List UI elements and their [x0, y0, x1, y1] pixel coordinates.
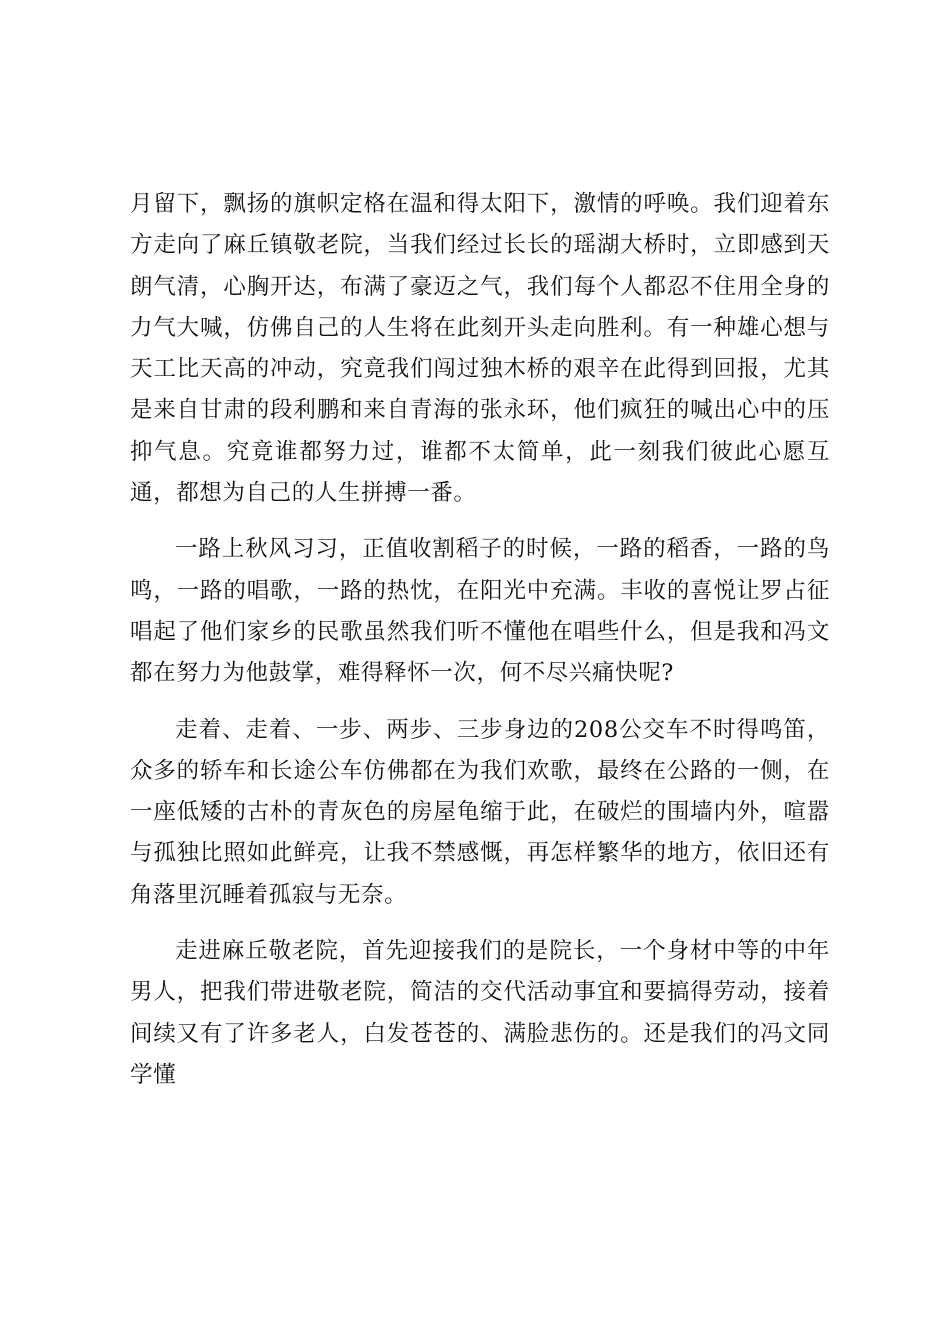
paragraph-2: 一路上秋风习习，正值收割稻子的时候，一路的稻香，一路的鸟鸣，一路的唱歌，一路的热忱，在阳光中充满。丰收的喜悦让罗占征唱起了他们家乡的民歌虽然我们听不懂他在唱些什么，但是我和冯文都在努力为他鼓掌，难得释怀一次，何不尽兴痛快呢?	[130, 536, 830, 687]
paragraph-1: 月留下，飘扬的旗帜定格在温和得太阳下，激情的呼唤。我们迎着东方走向了麻丘镇敬老院，当我们经过长长的瑶湖大桥时，立即感到天朗气清，心胸开达，布满了豪迈之气，我们每个人都忍不住用全身的力气大喊，仿佛自己的人生将在此刻开头走向胜利。有一种雄心想与天工比天高的冲动，究竟我们闯过独木桥的艰辛在此得到回报，尤其是来自甘肃的段利鹏和来自青海的张永环，他们疯狂的喊出心中的压抑气息。究竟谁都努力过，谁都不太简单，此一刻我们彼此心愿互通，都想为自己的人生拼搏一番。	[130, 191, 830, 507]
document-body	[130, 184, 830, 1111]
paragraph-4: 走进麻丘敬老院，首先迎接我们的是院长，一个身材中等的中年男人，把我们带进敬老院，简洁的交代活动事宜和要搞得劳动，接着间续又有了许多老人，白发苍苍的、满脸悲伤的。还是我们的冯文同学懂	[130, 938, 830, 1088]
paragraph-3: 走着、走着、一步、两步、三步身边的208公交车不时得鸣笛，众多的轿车和长途公车仿佛都在为我们欢歌，最终在公路的一侧，在一座低矮的古朴的青灰色的房屋龟缩于此，在破烂的围墙内外，喧嚣与孤独比照如此鲜亮，让我不禁感慨，再怎样繁华的地方，依旧还有角落里沉睡着孤寂与无奈。	[130, 716, 830, 908]
